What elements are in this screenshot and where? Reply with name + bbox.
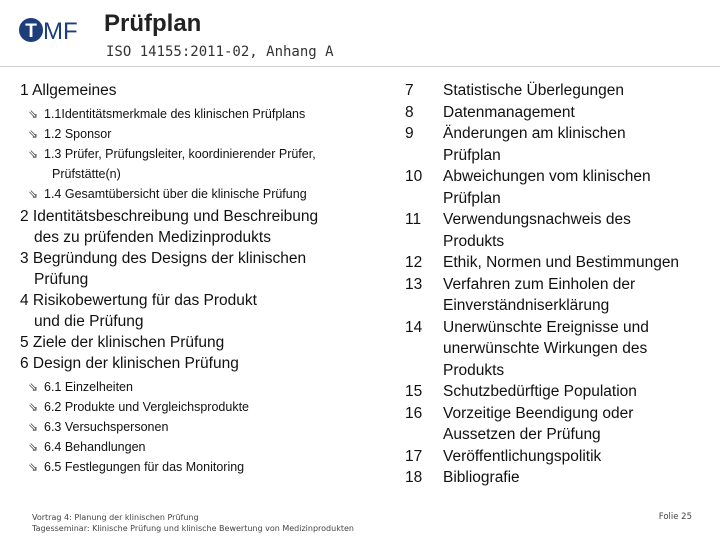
item-text-line: unerwünschte Wirkungen des bbox=[443, 340, 648, 357]
arrow-right-icon: ⇘ bbox=[28, 147, 39, 161]
item-text bbox=[443, 446, 715, 468]
list-item bbox=[405, 467, 715, 489]
item-number: 15 bbox=[405, 383, 423, 400]
list-item: 1 Allgemeines bbox=[20, 82, 117, 99]
item-text bbox=[443, 317, 715, 382]
item-text-line: Aussetzen der Prüfung bbox=[443, 426, 601, 443]
item-text-line: Produkts bbox=[443, 361, 505, 379]
arrow-right-icon: ⇘ bbox=[28, 460, 39, 474]
item-number: 7 bbox=[405, 82, 414, 99]
item-text bbox=[443, 467, 715, 489]
list-item: 6 Design der klinischen Prüfung bbox=[20, 355, 239, 372]
list-item bbox=[405, 209, 715, 252]
svg-text:T: T bbox=[25, 21, 37, 42]
item-number: 12 bbox=[405, 254, 423, 271]
list-item: 5 Ziele der klinischen Prüfung bbox=[20, 334, 225, 351]
item-number: 14 bbox=[405, 318, 423, 336]
item-text bbox=[443, 209, 715, 252]
item-text-line: Vorzeitige Beendigung oder bbox=[443, 404, 634, 422]
list-item bbox=[405, 403, 715, 446]
item-number: 17 bbox=[405, 447, 423, 465]
item-text bbox=[443, 252, 715, 274]
item-text-line: Abweichungen vom klinischen bbox=[443, 168, 651, 185]
item-number: 10 bbox=[405, 168, 423, 185]
left-column-list bbox=[20, 80, 390, 479]
item-number: 13 bbox=[405, 275, 423, 293]
list-item bbox=[405, 252, 715, 274]
footer-line: Vortrag 4: Planung der klinischen Prüfung bbox=[32, 513, 199, 522]
item-number: 9 bbox=[405, 125, 414, 142]
header-divider bbox=[0, 66, 720, 67]
sub-list-item: ⇘ 6.5 Festlegungen für das Monitoring bbox=[20, 457, 390, 477]
sub-list-item: ⇘ 6.1 Einzelheiten bbox=[20, 377, 390, 397]
sub-list-item: ⇘ 1.1Identitätsmerkmale des klinischen Prüfplans bbox=[20, 104, 390, 124]
arrow-right-icon: ⇘ bbox=[28, 127, 39, 141]
item-text-line: Verfahren zum Einholen der bbox=[443, 275, 636, 293]
sub-list-item: ⇘ 6.4 Behandlungen bbox=[20, 437, 390, 457]
list-item bbox=[405, 123, 715, 166]
list-item: 2 Identitätsbeschreibung und Beschreibung des zu prüfenden Medizinprodukts bbox=[20, 208, 319, 246]
item-text-line: Schutzbedürftige Population bbox=[443, 383, 637, 400]
sub-list-item: ⇘ 1.3 Prüfer, Prüfungsleiter, koordinierender Prüfer, Prüfstätte(n) bbox=[20, 144, 390, 184]
item-text-line: Unerwünschte Ereignisse und bbox=[443, 318, 649, 336]
item-text bbox=[443, 166, 715, 209]
list-item bbox=[405, 274, 715, 317]
tmf-logo bbox=[18, 12, 84, 48]
footer-text bbox=[32, 512, 354, 534]
arrow-right-icon: ⇘ bbox=[28, 107, 39, 121]
item-text bbox=[443, 80, 715, 102]
list-item: 3 Begründung des Designs der klinischen Prüfung bbox=[20, 250, 307, 288]
item-text-line: Veröffentlichungspolitik bbox=[443, 447, 602, 465]
list-item: 4 Risikobewertung für das Produkt und die Prüfung bbox=[20, 292, 257, 330]
sub-list-item: ⇘ 6.2 Produkte und Vergleichsprodukte bbox=[20, 397, 390, 417]
item-number: 16 bbox=[405, 404, 423, 422]
list-item bbox=[405, 80, 715, 102]
sub-list-item: ⇘ 6.3 Versuchspersonen bbox=[20, 417, 390, 437]
item-text-line: Statistische Überlegungen bbox=[443, 82, 624, 99]
item-text-line: Datenmanagement bbox=[443, 103, 575, 121]
sub-list-item: ⇘ 1.4 Gesamtübersicht über die klinische Prüfung bbox=[20, 184, 390, 204]
item-number: 18 bbox=[405, 469, 423, 486]
list-item bbox=[405, 317, 715, 382]
item-text-line: Prüfplan bbox=[443, 189, 501, 207]
arrow-right-icon: ⇘ bbox=[28, 400, 39, 414]
list-item bbox=[405, 446, 715, 468]
sub-list-item: ⇘ 1.2 Sponsor bbox=[20, 124, 390, 144]
item-number: 11 bbox=[405, 211, 422, 228]
list-item bbox=[405, 166, 715, 209]
item-text bbox=[443, 403, 715, 446]
item-text bbox=[443, 102, 715, 124]
sub-list bbox=[20, 104, 390, 204]
item-text bbox=[443, 123, 715, 166]
item-text-line: Verwendungsnachweis des bbox=[443, 211, 631, 228]
item-text-line: Bibliografie bbox=[443, 469, 520, 486]
list-item bbox=[405, 102, 715, 124]
page-subtitle: ISO 14155:2011-02, Anhang A bbox=[106, 44, 334, 60]
sub-list bbox=[20, 377, 390, 477]
item-text-line: Prüfplan bbox=[443, 146, 501, 164]
arrow-right-icon: ⇘ bbox=[28, 187, 39, 201]
footer-line: Tagesseminar: Klinische Prüfung und klinische Bewertung von Medizinprodukten bbox=[32, 524, 354, 533]
arrow-right-icon: ⇘ bbox=[28, 380, 39, 394]
arrow-right-icon: ⇘ bbox=[28, 440, 39, 454]
item-number: 8 bbox=[405, 103, 414, 121]
item-text-line: Änderungen am klinischen bbox=[443, 125, 626, 142]
item-text bbox=[443, 381, 715, 403]
arrow-right-icon: ⇘ bbox=[28, 420, 39, 434]
item-text-line: Einverständniserklärung bbox=[443, 297, 610, 314]
slide-number: Folie 25 bbox=[658, 512, 692, 522]
item-text bbox=[443, 274, 715, 317]
page-title: Prüfplan bbox=[104, 10, 202, 37]
item-text-line: Ethik, Normen und Bestimmungen bbox=[443, 254, 680, 271]
list-item bbox=[405, 381, 715, 403]
slide-header bbox=[0, 0, 720, 68]
right-column-list bbox=[405, 80, 715, 489]
item-text-line: Produkts bbox=[443, 232, 505, 250]
svg-text:MF: MF bbox=[43, 18, 78, 45]
